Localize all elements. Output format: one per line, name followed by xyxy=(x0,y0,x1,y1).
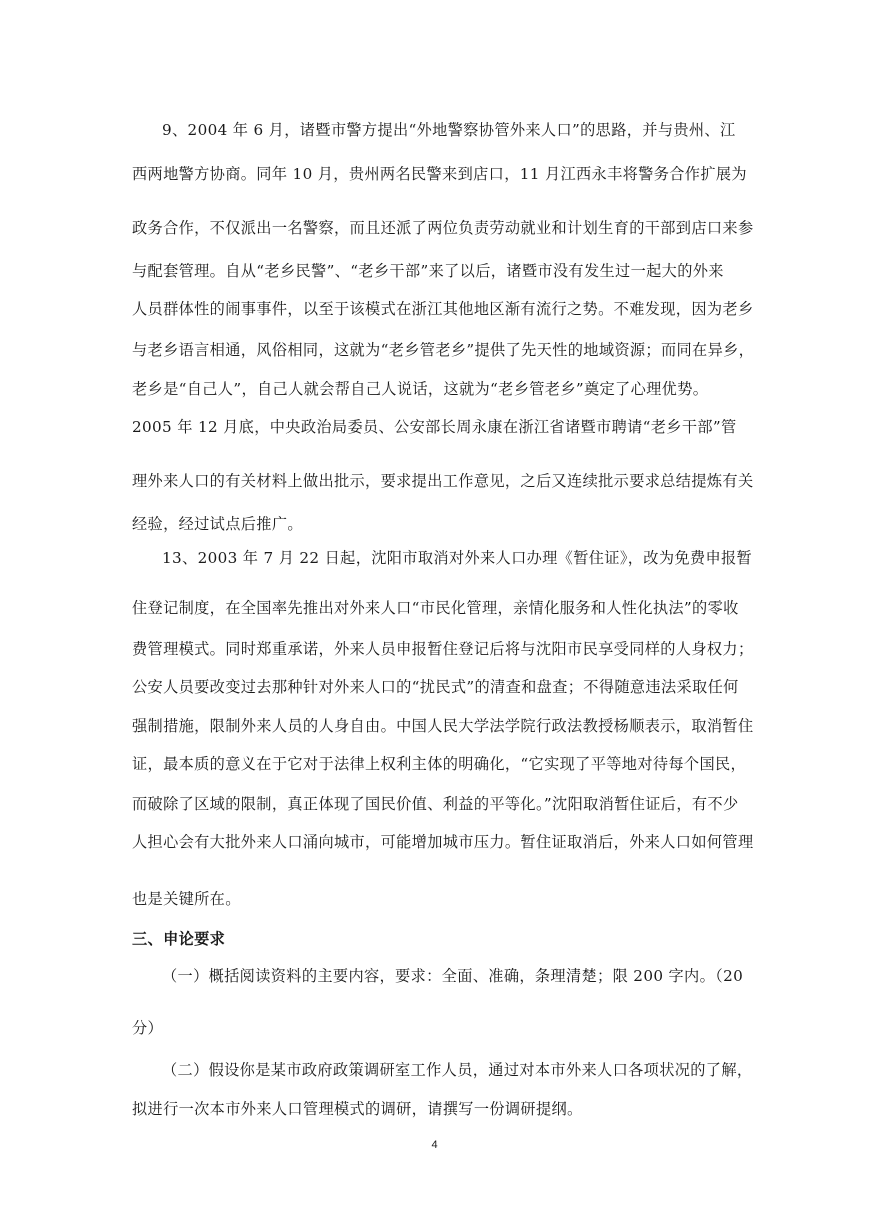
text-line: 政务合作，不仅派出一名警察，而且还派了两位负责劳动就业和计划生育的干部到店口来参 xyxy=(132,219,754,237)
page-number: 4 xyxy=(431,1139,438,1151)
section-heading: 三、申论要求 xyxy=(132,930,226,948)
text-line: 费管理模式。同时郑重承诺，外来人员申报暂住登记后将与沈阳市民享受同样的人身权力； xyxy=(132,640,754,658)
text-line: 与配套管理。自从“老乡民警”、“老乡干部”来了以后，诸暨市没有发生过一起大的外来 xyxy=(132,262,724,280)
text-line: 经验，经过试点后推广。 xyxy=(132,515,303,533)
text-line: 分） xyxy=(132,1019,164,1037)
text-line: 也是关键所在。 xyxy=(132,890,241,908)
text-line: 人员群体性的闹事事件，以至于该模式在浙江其他地区渐有流行之势。不难发现，因为老乡 xyxy=(132,300,754,318)
text-line: 公安人员要改变过去那种针对外来人口的“扰民式”的清查和盘查；不得随意违法采取任何 xyxy=(132,678,739,696)
text-line: 人担心会有大批外来人口涌向城市，可能增加城市压力。暂住证取消后，外来人口如何管理 xyxy=(132,833,754,851)
text-line: 而破除了区域的限制，真正体现了国民价值、利益的平等化。”沈阳取消暂住证后，有不少 xyxy=(132,795,739,813)
text-line: （一）概括阅读资料的主要内容，要求：全面、准确，条理清楚；限 200 字内。（20 xyxy=(162,967,744,985)
text-line: 与老乡语言相通，风俗相同，这就为“老乡管老乡”提供了先天性的地域资源；而同在异乡， xyxy=(132,341,755,359)
text-line: 住登记制度，在全国率先推出对外来人口“市民化管理，亲情化服务和人性化执法”的零收 xyxy=(132,599,739,617)
text-line: 理外来人口的有关材料上做出批示，要求提出工作意见，之后又连续批示要求总结提炼有关 xyxy=(132,472,754,490)
text-line: 强制措施，限制外来人员的人身自由。中国人民大学法学院行政法教授杨顺表示，取消暂住 xyxy=(132,717,754,735)
text-line: 9、2004 年 6 月，诸暨市警方提出“外地警察协管外来人口”的思路，并与贵州、江 xyxy=(162,121,736,139)
text-line: 老乡是“自己人”，自己人就会帮自己人说话，这就为“老乡管老乡”奠定了心理优势。 xyxy=(132,380,709,398)
text-line: 13、2003 年 7 月 22 日起，沈阳市取消对外来人口办理《暂住证》，改为免费申报暂 xyxy=(162,549,753,567)
text-line: 西两地警方协商。同年 10 月，贵州两名民警来到店口，11 月江西永丰将警务合作扩展为 xyxy=(132,165,747,183)
text-line: 证，最本质的意义在于它对于法律上权利主体的明确化，“它实现了平等地对待每个国民， xyxy=(132,755,747,773)
text-line: 拟进行一次本市外来人口管理模式的调研，请撰写一份调研提纲。 xyxy=(132,1100,583,1118)
text-line: 2005 年 12 月底，中央政治局委员、公安部长周永康在浙江省诸暨市聘请“老乡干部”管 xyxy=(132,418,737,436)
text-line: （二）假设你是某市政府政策调研室工作人员，通过对本市外来人口各项状况的了解， xyxy=(162,1061,753,1079)
